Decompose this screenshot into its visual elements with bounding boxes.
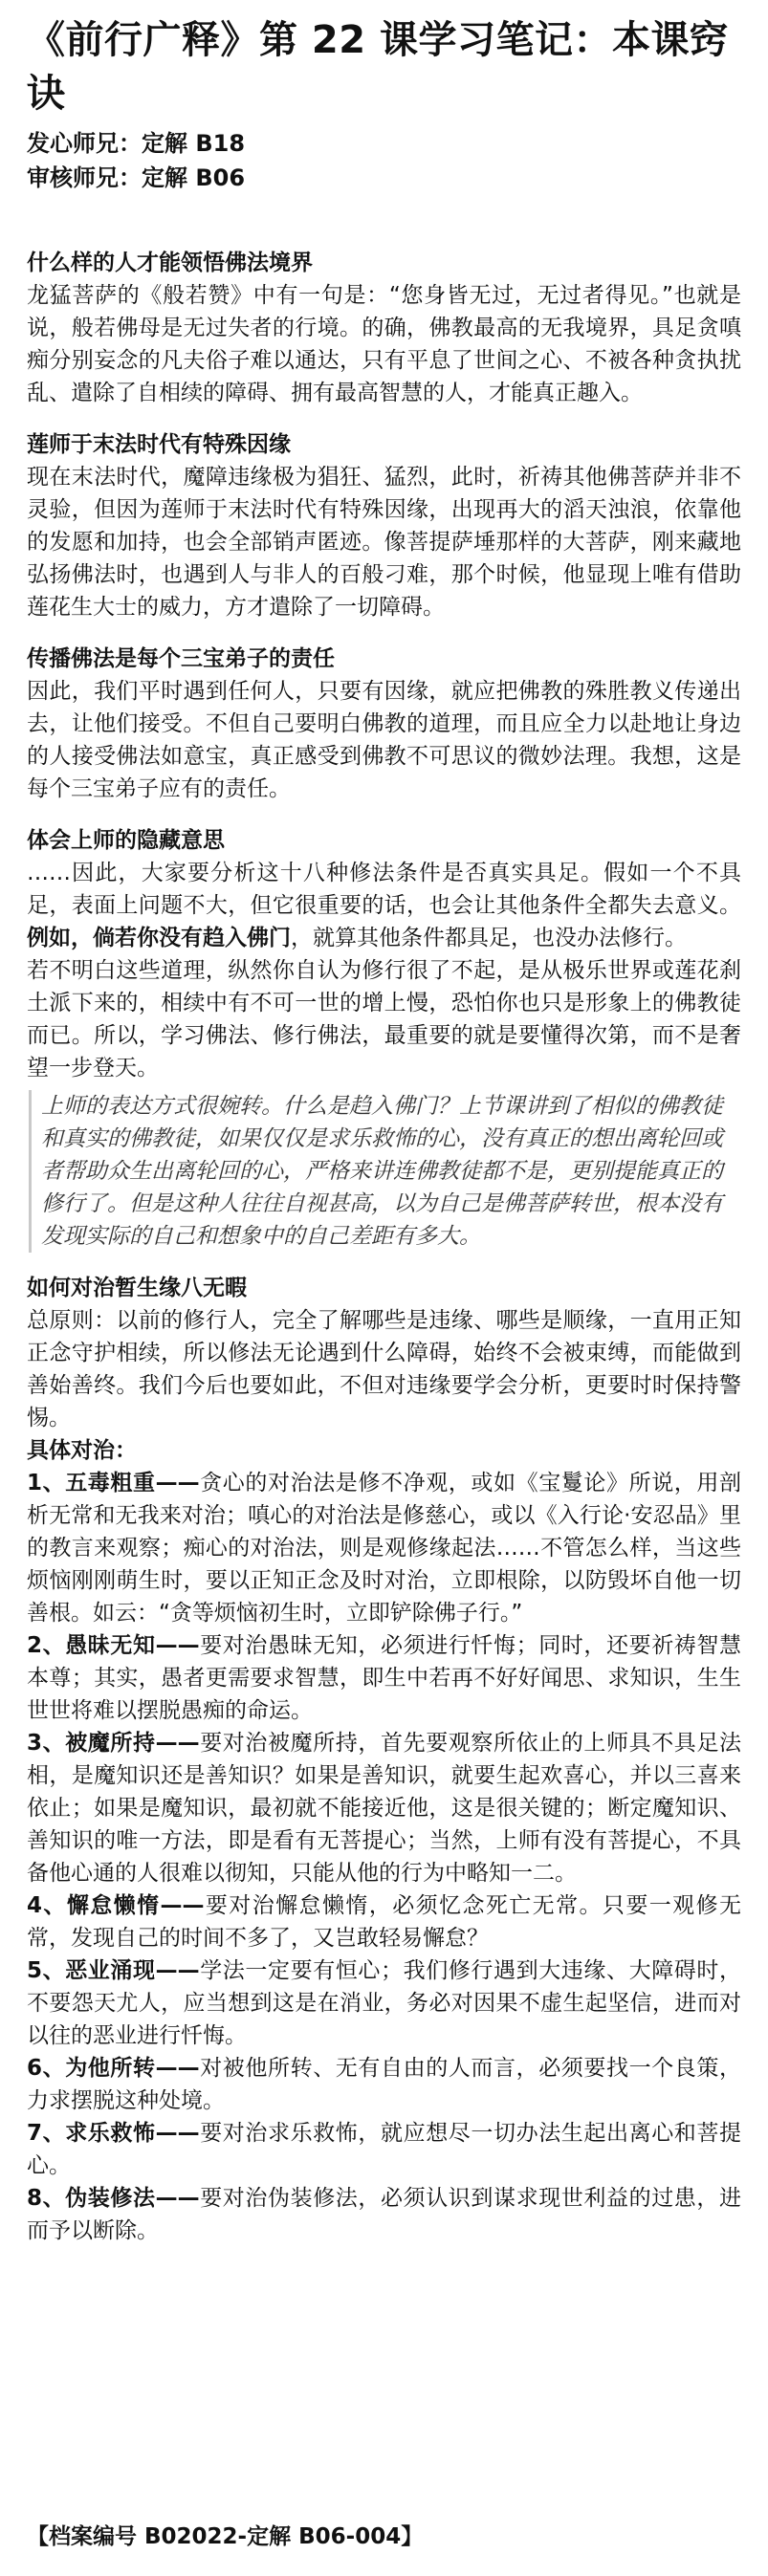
method-text: 贪心的对治法是修不净观，或如《宝鬘论》所说，用剖析无常和无我来对治；嗔心的对治法是修慈心，或以《入行论·安忍品》里的教言来观察；痴心的对治法，则是观修缘起法……不管怎么样，当这些烦恼刚刚萌生时，要以正知正念及时对治，立即根除，以防毁坏自他一切善根。如云：“贪等烦恼初生时，立即铲除佛子行。” bbox=[27, 1471, 741, 1626]
method-item bbox=[27, 2182, 741, 2247]
note-content bbox=[27, 247, 741, 2247]
general-principle: 总原则：以前的修行人，完全了解哪些是违缘、哪些是顺缘，一直用正知正念守护相续，所以修法无论遇到什么障碍，始终不会被束缚，而能做到善始善终。我们今后也要如此，不但对违缘要学会分析，更要时时保持警惕。 bbox=[27, 1308, 741, 1430]
paragraph-text: ……因此，大家要分析这十八种修法条件是否真实具足。假如一个不具足，表面上问题不大，但它很重要的话，也会让其他条件全都失去意义。 bbox=[27, 861, 741, 918]
method-label: 1、五毒粗重—— bbox=[27, 1471, 200, 1495]
method-item bbox=[27, 1954, 741, 2052]
credits bbox=[27, 126, 741, 195]
paragraph-text: ，就算其他条件都具足，也没办法修行。 bbox=[291, 926, 687, 950]
section-paragraph: 因此，我们平时遇到任何人，只要有因缘，就应把佛教的殊胜教义传递出去，让他们接受。不但自己要明白佛教的道理，而且应全力以赴地让身边的人接受佛法如意宝，真正感受到佛教不可思议的微妙法理。我想，这是每个三宝弟子应有的责任。 bbox=[27, 679, 741, 801]
commentary-quote: 上师的表达方式很婉转。什么是趋入佛门？上节课讲到了相似的佛教徒和真实的佛教徒，如果仅仅是求乐救怖的心，没有真正的想出离轮回或者帮助众生出离轮回的心，严格来讲连佛教徒都不是，更别提能真正的修行了。但是这种人往往自视甚高，以为自己是佛菩萨转世，根本没有发现实际的自己和想象中的自己差距有多大。 bbox=[29, 1090, 741, 1253]
section-paragraph: 龙猛菩萨的《般若赞》中有一句是：“您身皆无过，无过者得见。”也就是说，般若佛母是无过失者的行境。的确，佛教最高的无我境界，具足贪嗔痴分别妄念的凡夫俗子难以通达，只有平息了世间之心、不被各种贪执扰乱、遣除了自相续的障碍、拥有最高智慧的人，才能真正趣入。 bbox=[27, 283, 741, 405]
method-item bbox=[27, 1629, 741, 1727]
method-item bbox=[27, 1727, 741, 1889]
method-item bbox=[27, 1889, 741, 1954]
section-title: 如何对治暂生缘八无暇 bbox=[27, 1276, 247, 1300]
archive-number: 【档案编号 B02022-定解 B06-004】 bbox=[27, 2524, 424, 2549]
section-title: 体会上师的隐藏意思 bbox=[27, 828, 225, 853]
method-label: 5、恶业涌现—— bbox=[27, 1958, 200, 1983]
method-label: 6、为他所转—— bbox=[27, 2056, 200, 2081]
method-label: 7、求乐救怖—— bbox=[27, 2121, 200, 2146]
section-paragraph: 若不明白这些道理，纵然你自认为修行很了不起，是从极乐世界或莲花刹土派下来的，相续中有不可一世的增上慢，恐怕你也只是形象上的佛教徒而已。所以，学习佛法、修行佛法，最重要的就是要懂得次第，而不是奢望一步登天。 bbox=[27, 958, 741, 1081]
method-text: 要对治求乐救怖，就应想尽一切办法生起出离心和菩提心。 bbox=[27, 2121, 741, 2178]
section-3 bbox=[27, 643, 741, 805]
method-item bbox=[27, 1467, 741, 1629]
method-text: 要对治愚昧无知，必须进行忏悔；同时，还要祈祷智慧本尊；其实，愚者更需要求智慧，即生中若再不好好闻思、求知识，生生世世将难以摆脱愚痴的命运。 bbox=[27, 1633, 741, 1723]
section-title: 什么样的人才能领悟佛法境界 bbox=[27, 251, 313, 275]
page-title: 《前行广释》第 22 课学习笔记：本课窍诀 bbox=[27, 18, 729, 116]
method-label: 3、被魔所持—— bbox=[27, 1731, 200, 1756]
reviewer-credit: 审核师兄：定解 B06 bbox=[27, 164, 246, 191]
method-label: 4、懈怠懒惰—— bbox=[27, 1893, 205, 1918]
emphasis-text: 例如，倘若你没有趋入佛门 bbox=[27, 926, 291, 950]
method-text: 对被他所转、无有自由的人而言，必须要找一个良策，力求摆脱这种处境。 bbox=[27, 2056, 741, 2113]
method-text: 要对治伪装修法，必须认识到谋求现世利益的过患，进而予以断除。 bbox=[27, 2186, 741, 2243]
method-text: 要对治被魔所持，首先要观察所依止的上师具不具足法相，是魔知识还是善知识？如果是善知识，就要生起欢喜心，并以三喜来依止；如果是魔知识，最初就不能接近他，这是很关键的；断定魔知识、善知识的唯一方法，即是看有无菩提心；当然，上师有没有菩提心，不具备他心通的人很难以彻知，只能从他的行为中略知一二。 bbox=[27, 1731, 741, 1886]
section-paragraph: 现在末法时代，魔障违缘极为猖狂、猛烈，此时，祈祷其他佛菩萨并非不灵验，但因为莲师于末法时代有特殊因缘，出现再大的滔天浊浪，依靠他的发愿和加持，也会全部销声匿迹。像菩提萨埵那样的大菩萨，刚来藏地弘扬佛法时，也遇到人与非人的百般刁难，那个时候，他显现上唯有借助莲花生大士的威力，方才遣除了一切障碍。 bbox=[27, 465, 741, 620]
section-1 bbox=[27, 247, 741, 409]
section-title: 传播佛法是每个三宝弟子的责任 bbox=[27, 646, 335, 671]
section-paragraph bbox=[27, 857, 741, 954]
method-item bbox=[27, 2117, 741, 2182]
method-label: 2、愚昧无知—— bbox=[27, 1633, 200, 1658]
section-5 bbox=[27, 1272, 741, 2247]
method-text: 学法一定要有恒心；我们修行遇到大违缘、大障碍时，不要怨天尤人，应当想到这是在消业，务必对因果不虚生起坚信，进而对以往的恶业进行忏悔。 bbox=[27, 1958, 741, 2048]
methods-heading: 具体对治： bbox=[27, 1438, 137, 1463]
section-4 bbox=[27, 824, 741, 1253]
section-title: 莲师于末法时代有特殊因缘 bbox=[27, 432, 291, 457]
method-label: 8、伪装修法—— bbox=[27, 2186, 200, 2211]
section-2 bbox=[27, 428, 741, 623]
method-text: 要对治懈怠懒惰，必须忆念死亡无常。只要一观修无常，发现自己的时间不多了，又岂敢轻易懈怠？ bbox=[27, 1893, 741, 1951]
initiator-credit: 发心师兄：定解 B18 bbox=[27, 130, 246, 157]
method-item bbox=[27, 2052, 741, 2117]
